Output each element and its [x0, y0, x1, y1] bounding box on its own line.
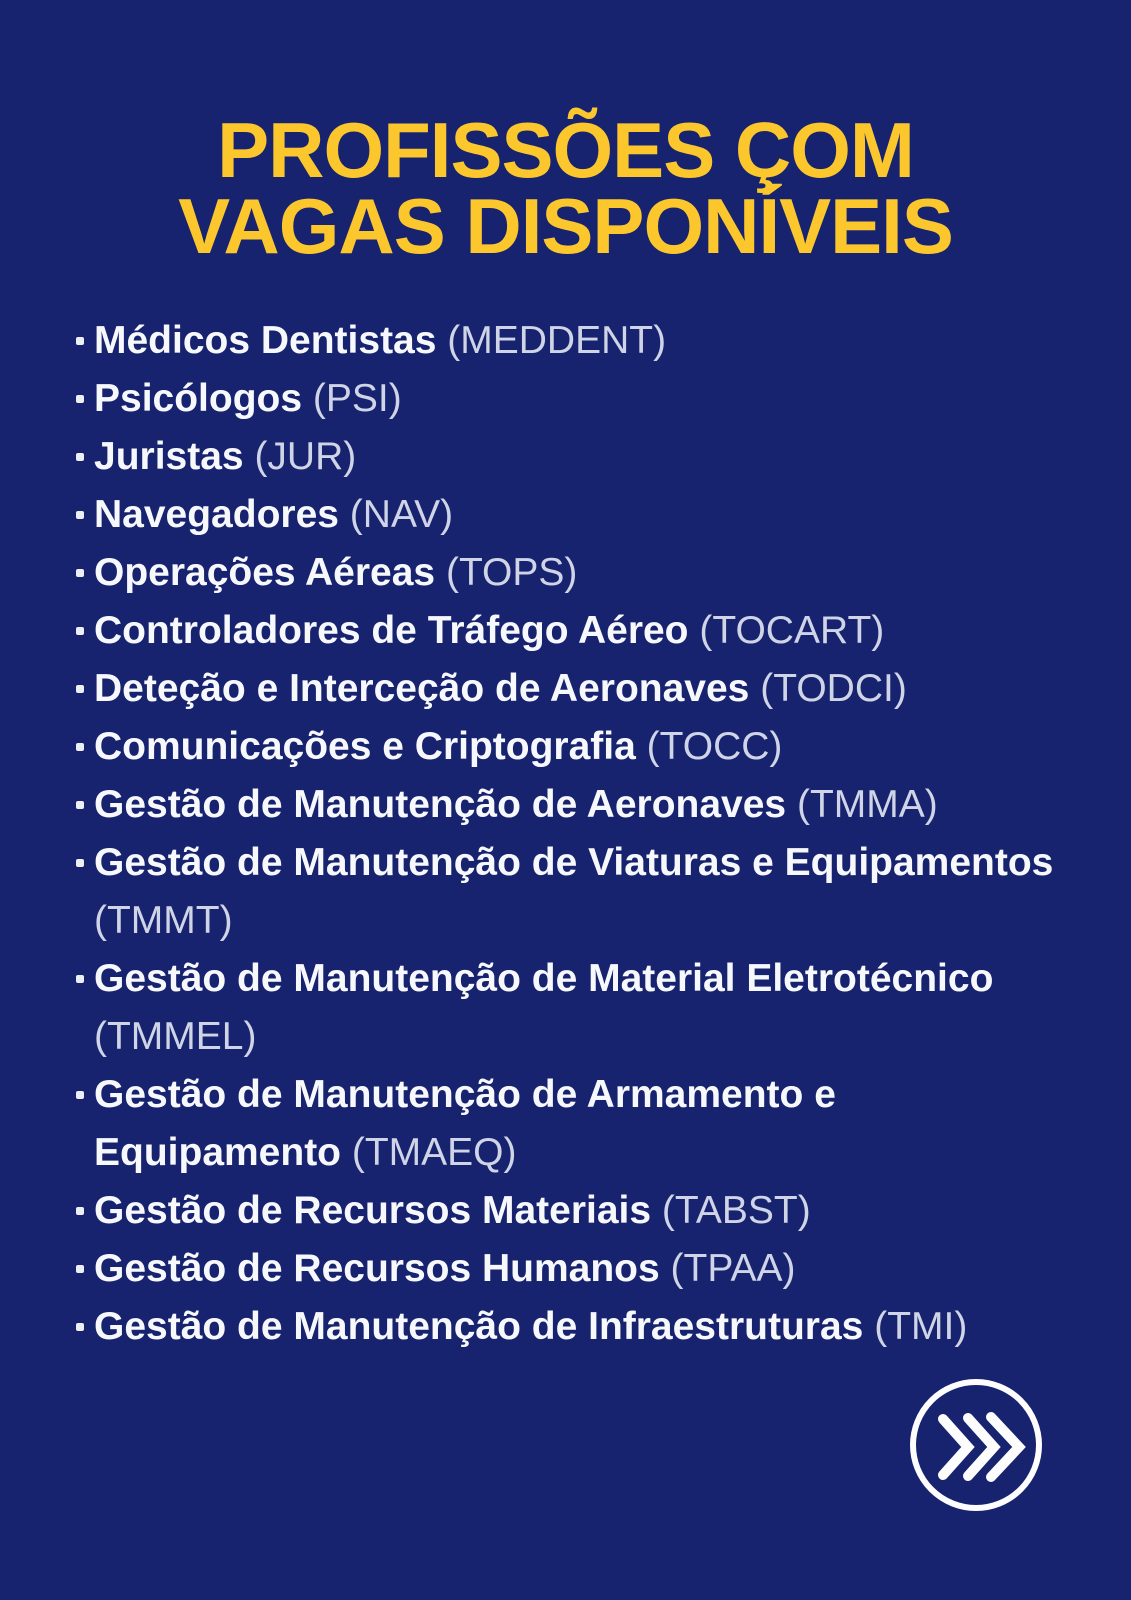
- next-button[interactable]: [909, 1378, 1043, 1512]
- list-item: [76, 718, 1086, 776]
- bullet-icon: [76, 801, 84, 809]
- list-item: [76, 544, 1086, 602]
- list-item: [76, 312, 1086, 370]
- profession-acronym: (TOCC): [646, 725, 783, 768]
- page-title-line2: VAGAS DISPONÍVEIS: [178, 182, 953, 270]
- list-item: [76, 660, 1086, 718]
- profession-acronym: (PSI): [312, 377, 402, 420]
- bullet-icon: [76, 627, 84, 635]
- profession-acronym: (TOCART): [699, 609, 885, 652]
- profession-name: Navegadores: [94, 493, 339, 536]
- bullet-icon: [76, 685, 84, 693]
- professions-list: [76, 312, 1086, 1356]
- profession-name: Médicos Dentistas: [94, 319, 437, 362]
- profession-acronym: (TPAA): [670, 1247, 796, 1290]
- list-item: [76, 1240, 1086, 1298]
- profession-name: Gestão de Manutenção de Aeronaves: [94, 783, 787, 826]
- bullet-icon: [76, 859, 84, 867]
- page-title: [0, 106, 1131, 270]
- page-title-line1: PROFISSÕES ÇOM: [217, 106, 914, 194]
- list-item: [76, 834, 1086, 950]
- bullet-icon: [76, 395, 84, 403]
- profession-name: Comunicações e Criptografia: [94, 725, 636, 768]
- profession-acronym: (TMMA): [796, 783, 938, 826]
- profession-acronym: (TOPS): [445, 551, 578, 594]
- profession-acronym: (TMI): [874, 1305, 968, 1348]
- triple-chevron-right-icon: [909, 1378, 1043, 1512]
- bullet-icon: [76, 337, 84, 345]
- list-item: [76, 776, 1086, 834]
- list-item: [76, 486, 1086, 544]
- bullet-icon: [76, 1091, 84, 1099]
- profession-acronym: (NAV): [349, 493, 454, 536]
- bullet-icon: [76, 1207, 84, 1215]
- profession-name: Gestão de Manutenção de Material Eletrotécnico: [94, 957, 994, 1000]
- profession-acronym: (MEDDENT): [447, 319, 667, 362]
- profession-acronym: (TMMEL): [94, 1015, 257, 1058]
- profession-name: Operações Aéreas: [94, 551, 436, 594]
- bullet-icon: [76, 453, 84, 461]
- bullet-icon: [76, 1323, 84, 1331]
- profession-name: Gestão de Recursos Humanos: [94, 1247, 660, 1290]
- bullet-icon: [76, 975, 84, 983]
- profession-name: Gestão de Recursos Materiais: [94, 1189, 652, 1232]
- profession-acronym: (TABST): [661, 1189, 811, 1232]
- list-item: [76, 1182, 1086, 1240]
- profession-name: Gestão de Manutenção de Armamento e Equipamento: [94, 1073, 836, 1174]
- list-item: [76, 428, 1086, 486]
- list-item: [76, 1298, 1086, 1356]
- profession-name: Gestão de Manutenção de Viaturas e Equipamentos: [94, 841, 1054, 884]
- bullet-icon: [76, 569, 84, 577]
- profession-name: Deteção e Interceção de Aeronaves: [94, 667, 750, 710]
- profession-acronym: (TODCI): [760, 667, 907, 710]
- list-item: [76, 370, 1086, 428]
- profession-name: Gestão de Manutenção de Infraestruturas: [94, 1305, 864, 1348]
- profession-acronym: (TMMT): [94, 899, 233, 942]
- bullet-icon: [76, 743, 84, 751]
- list-item: [76, 1066, 1086, 1182]
- profession-name: Juristas: [94, 435, 244, 478]
- profession-acronym: (TMAEQ): [351, 1131, 517, 1174]
- profession-acronym: (JUR): [254, 435, 357, 478]
- profession-name: Psicólogos: [94, 377, 303, 420]
- list-item: [76, 602, 1086, 660]
- list-item: [76, 950, 1086, 1066]
- bullet-icon: [76, 511, 84, 519]
- bullet-icon: [76, 1265, 84, 1273]
- profession-name: Controladores de Tráfego Aéreo: [94, 609, 689, 652]
